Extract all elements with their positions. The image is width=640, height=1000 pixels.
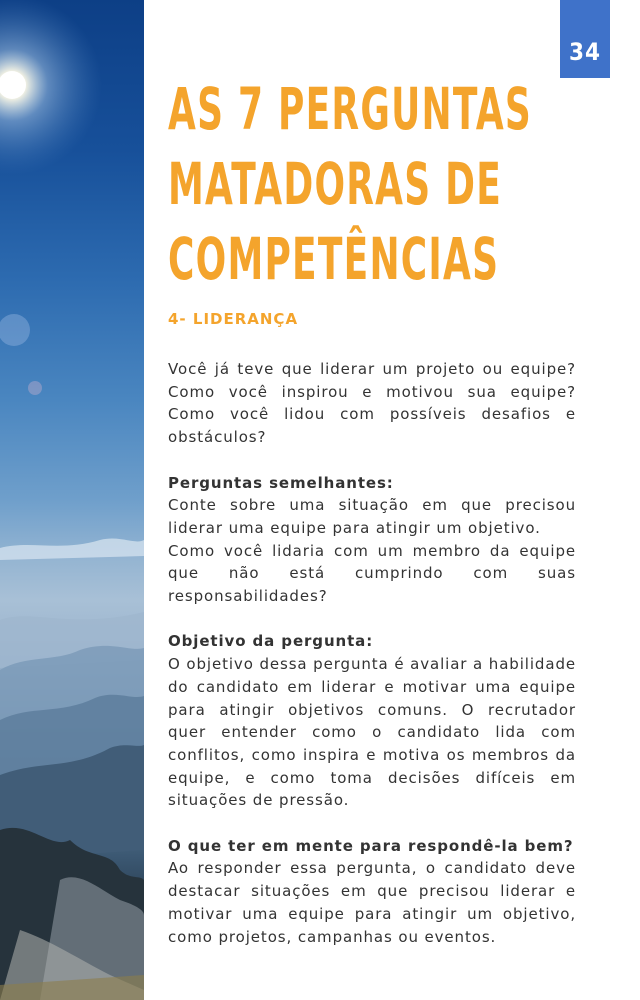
objective-paragraph: O objetivo dessa pergunta é avaliar a habilidade do candidato em liderar e motivar uma equipe para atingir objetivos comuns. O recrutador quer entender como o candidato lida com conflitos, como inspira e motiva os membros da equipe, e como toma decisões difíceis em situações de pressão. <box>168 655 576 810</box>
page-title <box>168 72 533 297</box>
page-number: 34 <box>568 38 602 66</box>
section-heading: 4- LIDERANÇA <box>168 310 299 328</box>
objective-heading: Objetivo da pergunta: <box>168 632 374 651</box>
body-text <box>168 358 576 948</box>
similar-question: Conte sobre uma situação em que precisou liderar uma equipe para atingir um objetivo. <box>168 496 576 537</box>
title-line: COMPETÊNCIAS <box>168 225 500 293</box>
mountain-sky-photo <box>0 0 144 1000</box>
tips-paragraph: Ao responder essa pergunta, o candidato deve destacar situações em que precisou liderar e motivar uma equipe para atingir um objetivo, como projetos, campanhas ou eventos. <box>168 859 576 946</box>
similar-question: Como você lidaria com um membro da equipe que não está cumprindo com suas responsabilidades? <box>168 541 576 606</box>
title-line: AS 7 PERGUNTAS <box>168 75 533 143</box>
title-line: MATADORAS DE <box>168 150 503 218</box>
page-number-badge <box>560 0 610 78</box>
similar-questions-heading: Perguntas semelhantes: <box>168 473 394 492</box>
intro-paragraph: Você já teve que liderar um projeto ou equipe? Como você inspirou e motivou sua equipe? Como você lidou com possíveis desafios e obstáculos? <box>168 360 576 447</box>
tips-heading: O que ter em mente para respondê-la bem? <box>168 836 574 855</box>
